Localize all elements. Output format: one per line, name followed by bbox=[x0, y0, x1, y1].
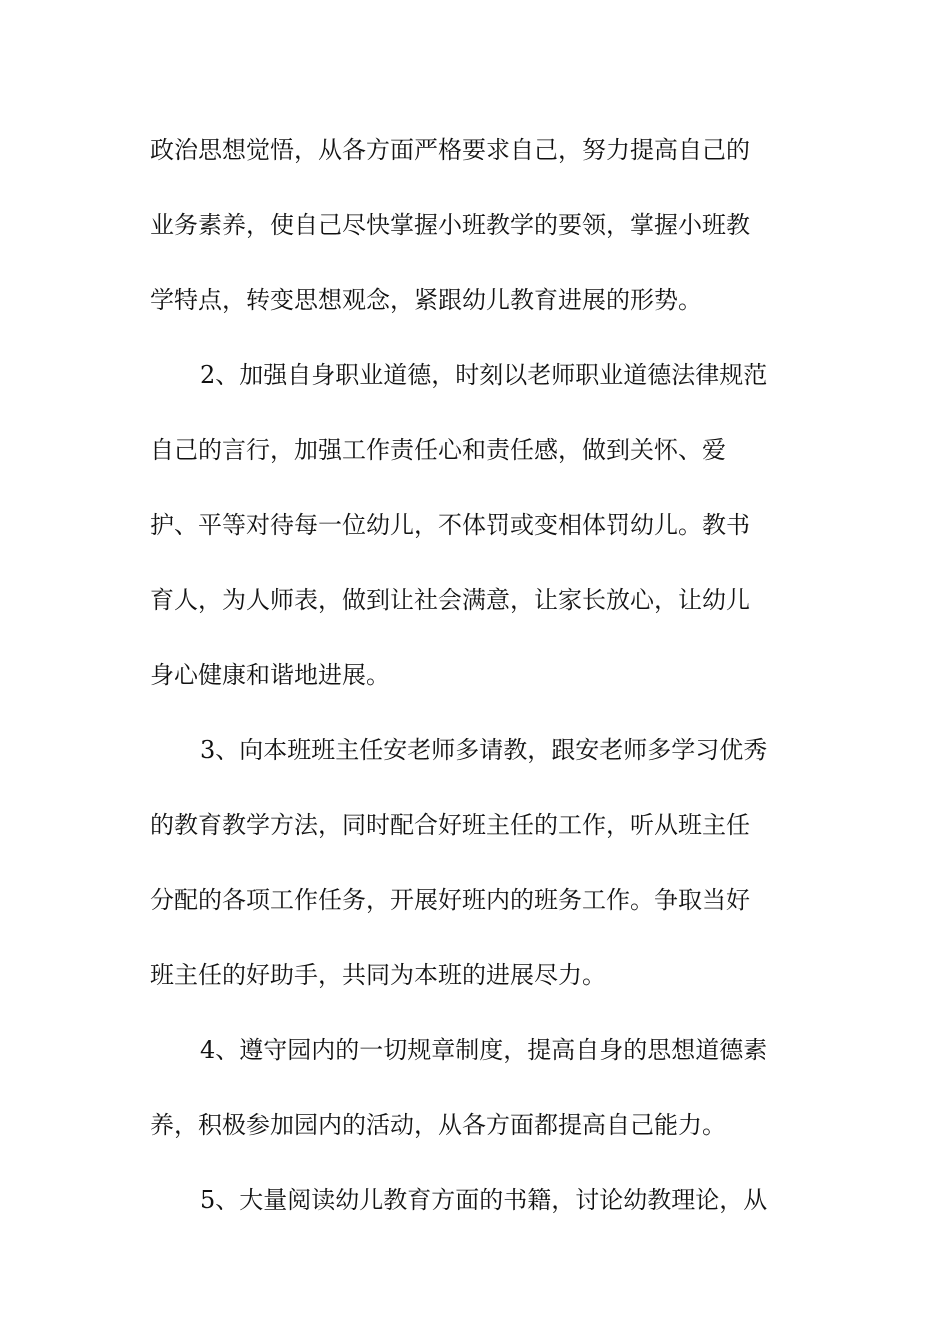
paragraph-start-line: 3、向本班班主任安老师多请教，跟安老师多学习优秀 bbox=[200, 736, 768, 764]
text-line: 分配的各项工作任务，开展好班内的班务工作。争取当好 bbox=[150, 886, 750, 914]
text-line: 身心健康和谐地进展。 bbox=[150, 661, 390, 689]
text-line: 育人，为人师表，做到让社会满意，让家长放心，让幼儿 bbox=[150, 586, 750, 614]
text-line: 自己的言行，加强工作责任心和责任感，做到关怀、爱 bbox=[150, 436, 726, 464]
text-line: 班主任的好助手，共同为本班的进展尽力。 bbox=[150, 961, 606, 989]
text-line: 养，积极参加园内的活动，从各方面都提高自己能力。 bbox=[150, 1111, 726, 1139]
paragraph-start-line: 4、遵守园内的一切规章制度，提高自身的思想道德素 bbox=[200, 1036, 768, 1064]
text-line: 政治思想觉悟，从各方面严格要求自己，努力提高自己的 bbox=[150, 136, 750, 164]
text-line: 护、平等对待每一位幼儿，不体罚或变相体罚幼儿。教书 bbox=[150, 511, 750, 539]
paragraph-start-line: 2、加强自身职业道德，时刻以老师职业道德法律规范 bbox=[200, 361, 768, 389]
text-line: 的教育教学方法，同时配合好班主任的工作，听从班主任 bbox=[150, 811, 750, 839]
text-line: 业务素养，使自己尽快掌握小班教学的要领，掌握小班教 bbox=[150, 211, 750, 239]
text-line: 学特点，转变思想观念，紧跟幼儿教育进展的形势。 bbox=[150, 286, 702, 314]
paragraph-start-line: 5、大量阅读幼儿教育方面的书籍，讨论幼教理论，从 bbox=[200, 1186, 768, 1214]
